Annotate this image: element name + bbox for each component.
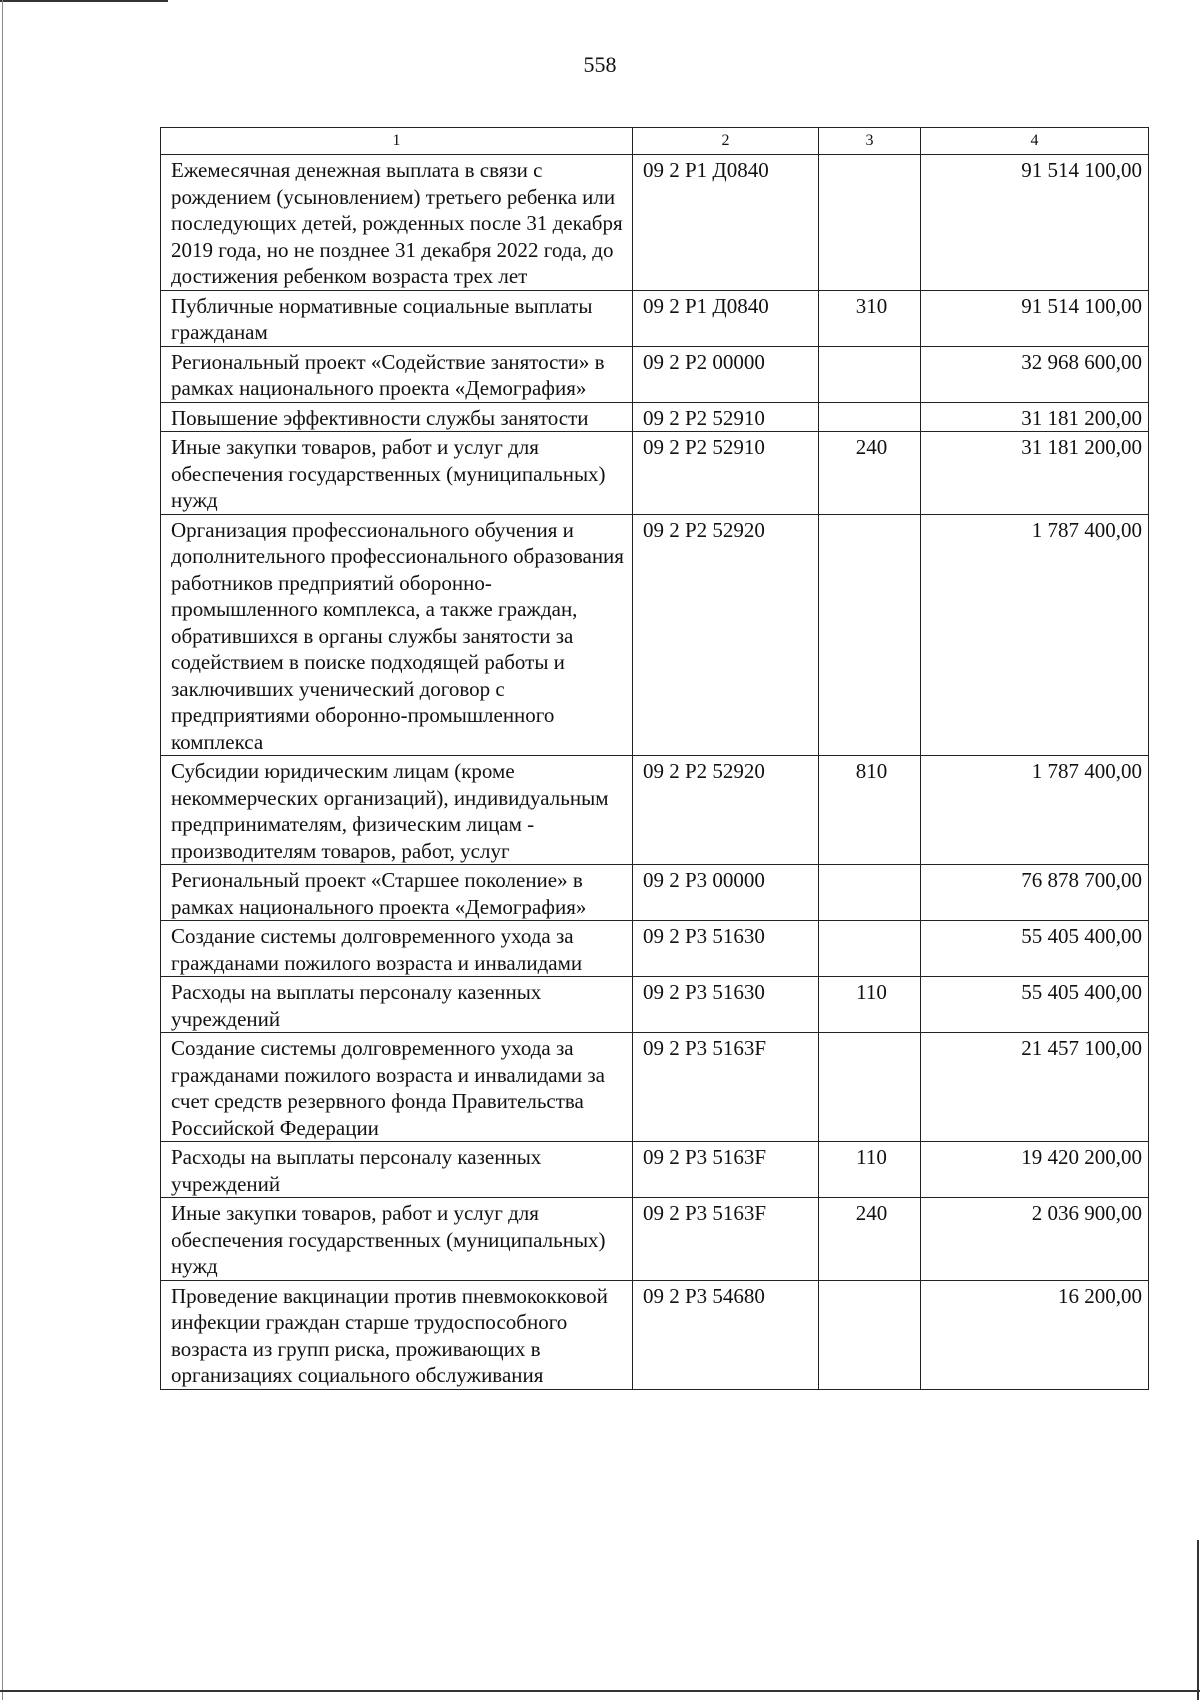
table-row xyxy=(161,402,1149,432)
row-code-cell: 09 2 P3 51630 xyxy=(633,977,819,1033)
row-amount-cell: 1 787 400,00 xyxy=(921,514,1149,756)
table-row xyxy=(161,290,1149,346)
row-type-cell xyxy=(819,155,921,291)
table-row xyxy=(161,514,1149,756)
row-name-cell: Иные закупки товаров, работ и услуг для обеспечения государственных (муниципальных) нужд xyxy=(161,1198,633,1281)
row-code-cell: 09 2 P3 54680 xyxy=(633,1280,819,1389)
row-amount-cell: 55 405 400,00 xyxy=(921,977,1149,1033)
table-row xyxy=(161,155,1149,291)
header-col-1: 1 xyxy=(161,128,633,155)
row-amount-cell: 31 181 200,00 xyxy=(921,432,1149,515)
row-type-cell xyxy=(819,346,921,402)
row-code-cell: 09 2 P3 51630 xyxy=(633,921,819,977)
row-name-cell: Расходы на выплаты персоналу казенных учреждений xyxy=(161,1142,633,1198)
row-type-cell: 810 xyxy=(819,756,921,865)
row-code-cell: 09 2 P3 5163F xyxy=(633,1198,819,1281)
row-type-cell xyxy=(819,402,921,432)
row-name-cell: Региональный проект «Старшее поколение» в рамках национального проекта «Демография» xyxy=(161,865,633,921)
table-row xyxy=(161,756,1149,865)
row-name-cell: Повышение эффективности службы занятости xyxy=(161,402,633,432)
row-type-cell: 240 xyxy=(819,1198,921,1281)
table-row xyxy=(161,346,1149,402)
row-type-cell: 240 xyxy=(819,432,921,515)
row-amount-cell: 1 787 400,00 xyxy=(921,756,1149,865)
row-code-cell: 09 2 P1 Д0840 xyxy=(633,155,819,291)
row-name-cell: Иные закупки товаров, работ и услуг для обеспечения государственных (муниципальных) нужд xyxy=(161,432,633,515)
row-name-cell: Публичные нормативные социальные выплаты гражданам xyxy=(161,290,633,346)
row-amount-cell: 19 420 200,00 xyxy=(921,1142,1149,1198)
budget-table xyxy=(160,127,1149,1390)
row-type-cell xyxy=(819,514,921,756)
table-row xyxy=(161,432,1149,515)
row-amount-cell: 2 036 900,00 xyxy=(921,1198,1149,1281)
table-row xyxy=(161,1198,1149,1281)
row-type-cell: 110 xyxy=(819,977,921,1033)
row-code-cell: 09 2 P2 52920 xyxy=(633,514,819,756)
row-type-cell xyxy=(819,921,921,977)
scan-edge-bottom xyxy=(0,1690,1200,1692)
row-amount-cell: 16 200,00 xyxy=(921,1280,1149,1389)
row-code-cell: 09 2 P3 5163F xyxy=(633,1142,819,1198)
row-amount-cell: 91 514 100,00 xyxy=(921,290,1149,346)
row-name-cell: Субсидии юридическим лицам (кроме некоммерческих организаций), индивидуальным предпринимателям, физическим лицам - производителям товаров, работ, услуг xyxy=(161,756,633,865)
row-name-cell: Ежемесячная денежная выплата в связи с рождением (усыновлением) третьего ребенка или последующих детей, рожденных после 31 декабря 2019 года, но не позднее 31 декабря 2022 года, до достижения ребенком возраста трех лет xyxy=(161,155,633,291)
table-row xyxy=(161,1033,1149,1142)
scan-edge-right xyxy=(1197,1540,1199,1700)
table-header-row xyxy=(161,128,1149,155)
row-code-cell: 09 2 P2 52920 xyxy=(633,756,819,865)
row-type-cell xyxy=(819,1280,921,1389)
header-col-4: 4 xyxy=(921,128,1149,155)
row-name-cell: Создание системы долговременного ухода за гражданами пожилого возраста и инвалидами за счет средств резервного фонда Правительства Российской Федерации xyxy=(161,1033,633,1142)
table-row xyxy=(161,865,1149,921)
table-row xyxy=(161,977,1149,1033)
row-amount-cell: 32 968 600,00 xyxy=(921,346,1149,402)
table-row xyxy=(161,1280,1149,1389)
row-name-cell: Региональный проект «Содействие занятости» в рамках национального проекта «Демография» xyxy=(161,346,633,402)
header-col-3: 3 xyxy=(819,128,921,155)
row-code-cell: 09 2 P2 52910 xyxy=(633,432,819,515)
row-amount-cell: 91 514 100,00 xyxy=(921,155,1149,291)
row-type-cell xyxy=(819,1033,921,1142)
row-type-cell: 110 xyxy=(819,1142,921,1198)
row-name-cell: Расходы на выплаты персоналу казенных учреждений xyxy=(161,977,633,1033)
scan-edge-top xyxy=(0,0,168,2)
row-code-cell: 09 2 P3 5163F xyxy=(633,1033,819,1142)
table-row xyxy=(161,1142,1149,1198)
row-amount-cell: 76 878 700,00 xyxy=(921,865,1149,921)
row-name-cell: Организация профессионального обучения и дополнительного профессионального образования работников предприятий оборонно-промышленного комплекса, а также граждан, обратившихся в органы службы занятости за содействием в поиске подходящей работы и заключивших ученический договор с предприятиями оборонно-промышленного комплекса xyxy=(161,514,633,756)
row-code-cell: 09 2 P3 00000 xyxy=(633,865,819,921)
table-row xyxy=(161,921,1149,977)
row-amount-cell: 55 405 400,00 xyxy=(921,921,1149,977)
row-type-cell: 310 xyxy=(819,290,921,346)
row-amount-cell: 31 181 200,00 xyxy=(921,402,1149,432)
scan-edge-left xyxy=(2,0,3,1700)
row-name-cell: Проведение вакцинации против пневмококковой инфекции граждан старше трудоспособного возраста из групп риска, проживающих в организациях социального обслуживания xyxy=(161,1280,633,1389)
row-code-cell: 09 2 P2 00000 xyxy=(633,346,819,402)
header-col-2: 2 xyxy=(633,128,819,155)
row-amount-cell: 21 457 100,00 xyxy=(921,1033,1149,1142)
row-code-cell: 09 2 P2 52910 xyxy=(633,402,819,432)
row-name-cell: Создание системы долговременного ухода за гражданами пожилого возраста и инвалидами xyxy=(161,921,633,977)
page-number: 558 xyxy=(583,52,617,77)
row-type-cell xyxy=(819,865,921,921)
row-code-cell: 09 2 P1 Д0840 xyxy=(633,290,819,346)
